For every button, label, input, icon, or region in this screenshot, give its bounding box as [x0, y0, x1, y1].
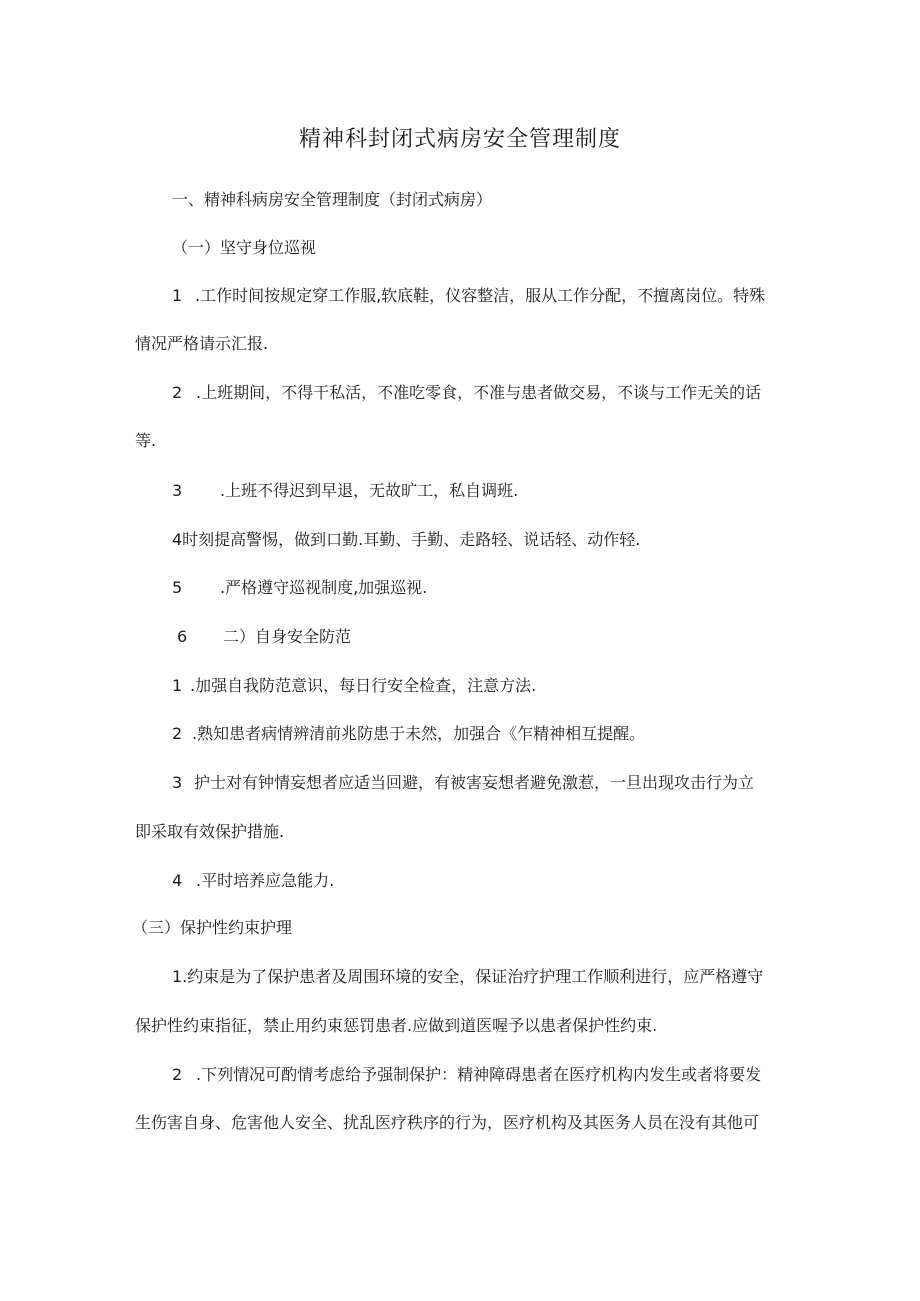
subsection-heading-2 — [177, 627, 351, 647]
item-1-2 — [172, 383, 761, 403]
item-number: 2 — [172, 724, 183, 743]
item-text: .工作时间按规定穿工作服,软底鞋，仪容整洁，服从工作分配，不擅离岗位。特殊 — [195, 286, 766, 305]
item-text: 护士对有钟情妄想者应适当回避，有被害妄想者避免激惹，一旦出现攻击行为立 — [194, 773, 755, 792]
item-2-3-continuation: 即采取有效保护措施. — [135, 822, 285, 841]
item-2-4 — [172, 871, 334, 891]
item-number: 1 — [172, 676, 183, 695]
subsection-heading-3: （三）保护性约束护理 — [132, 918, 293, 937]
item-3-1-continuation: 保护性约束指征，禁止用约束惩罚患者.应做到道医喔予以患者保护性约束. — [135, 1016, 658, 1035]
section-heading-1: 一、精神科病房安全管理制度（封闭式病房） — [172, 190, 493, 209]
item-2-2 — [172, 724, 645, 744]
item-text: .加强自我防范意识，每日行安全检查，注意方法. — [190, 676, 537, 695]
item-text: .熟知患者病情辨清前兆防患于未然，加强合《乍精神相互提醒。 — [192, 724, 646, 743]
item-number: 3 — [172, 481, 183, 500]
item-number: 5 — [172, 578, 183, 597]
item-number: 1 — [172, 286, 183, 305]
item-number: 6 — [177, 627, 188, 646]
item-2-1 — [172, 676, 536, 696]
item-number: 4 — [172, 871, 183, 890]
subsection-heading-1: （一）坚守身位巡视 — [172, 238, 317, 257]
document-title: 精神科封闭式病房安全管理制度 — [298, 127, 621, 152]
item-text: .下列情况可酌情考虑给予强制保护：精神障碍患者在医疗机构内发生或者将要发 — [196, 1065, 762, 1084]
item-1-1-continuation: 情况严格请示汇报. — [135, 334, 269, 353]
item-number: 3 — [172, 773, 183, 792]
item-1-4: 4时刻提高警惕，做到口勤.耳勤、手勤、走路轻、说话轻、动作轻. — [172, 530, 641, 549]
subsection-text: 二）自身安全防范 — [223, 627, 352, 646]
item-text: .上班期间，不得干私活，不准吃零食，不准与患者做交易，不谈与工作无关的话 — [196, 383, 762, 402]
item-text: .平时培养应急能力. — [196, 871, 335, 890]
item-1-3 — [172, 481, 518, 501]
item-3-2 — [172, 1065, 761, 1085]
item-1-1 — [172, 286, 765, 306]
item-1-2-continuation: 等. — [135, 431, 157, 450]
item-3-1: 1.约束是为了保护患者及周围环境的安全，保证治疗护理工作顺利进行，应严格遵守 — [172, 967, 764, 986]
item-text: .上班不得迟到早退，无故旷工，私自调班. — [220, 481, 519, 500]
item-number: 2 — [172, 1065, 183, 1084]
item-3-2-continuation: 生伤害自身、危害他人安全、扰乱医疗秩序的行为，医疗机构及其医务人员在没有其他可 — [135, 1113, 760, 1132]
item-number: 2 — [172, 383, 183, 402]
item-2-3 — [172, 773, 754, 793]
item-1-5 — [172, 578, 427, 598]
item-text: .严格遵守巡视制度,加强巡视. — [220, 578, 428, 597]
